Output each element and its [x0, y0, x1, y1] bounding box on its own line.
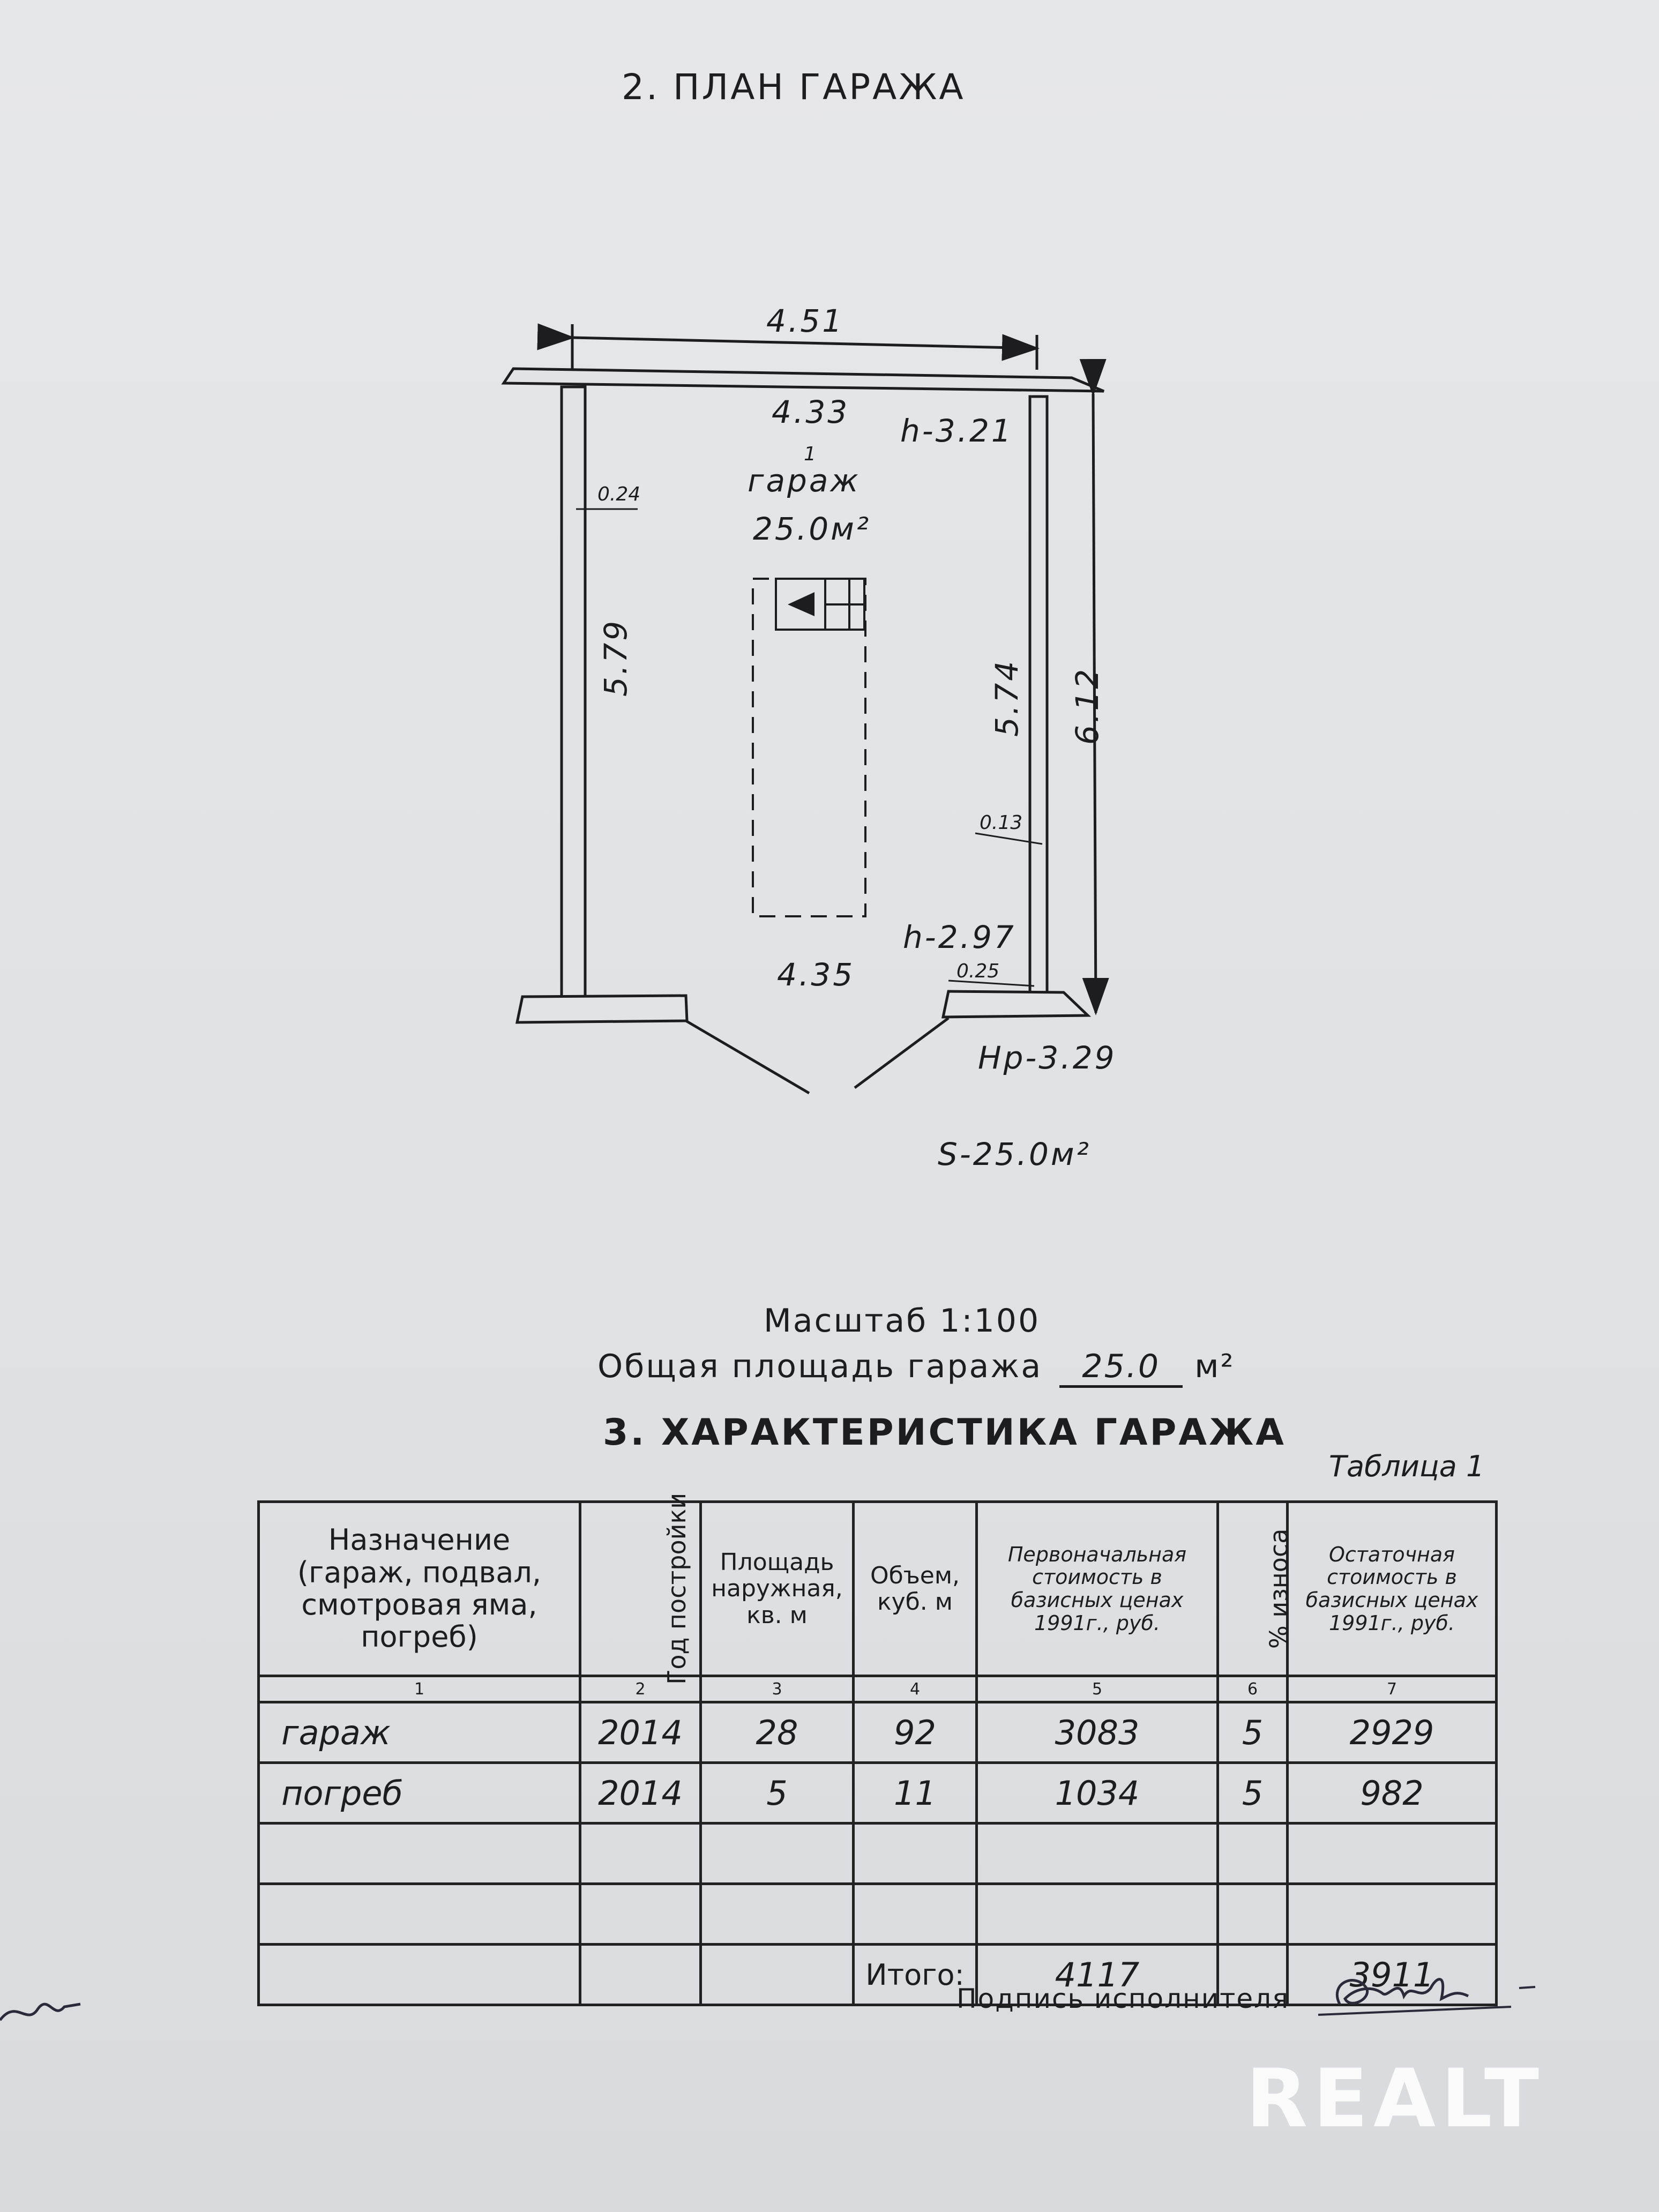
column-number: 5 [977, 1676, 1218, 1702]
col-area: Площадь наружная, кв. м [701, 1502, 854, 1676]
col-volume: Объем, куб. м [854, 1502, 977, 1676]
cell-purpose: гараж [259, 1702, 580, 1763]
column-number: 6 [1218, 1676, 1288, 1702]
col-purpose: Назначение (гараж, подвал, смотровая яма, погреб) [259, 1502, 580, 1676]
right-door-pillar [943, 991, 1088, 1017]
column-number-row [259, 1676, 1497, 1702]
total-area-unit: м² [1194, 1348, 1235, 1385]
cell-area: 5 [701, 1763, 854, 1824]
left-door-pillar [517, 996, 687, 1022]
col-wear: % износа [1218, 1502, 1288, 1676]
cell-initial-cost: 1034 [977, 1763, 1218, 1824]
cell-volume: 11 [854, 1763, 977, 1824]
right-door-leaf [855, 1018, 948, 1088]
characteristics-heading: 3. ХАРАКТЕРИСТИКА ГАРАЖА [603, 1411, 1286, 1454]
table-row-empty [259, 1884, 1497, 1945]
signature-image [1307, 1956, 1543, 2026]
left-wall [562, 387, 585, 998]
column-number: 4 [854, 1676, 977, 1702]
left-door-leaf [686, 1021, 809, 1093]
signature-fragment-left [0, 1977, 91, 2036]
plan-heading: 2. ПЛАН ГАРАЖА [622, 66, 966, 108]
col-residual-cost: Остаточная стоимость в базисных ценах 1991г., руб. [1288, 1502, 1497, 1676]
cell-initial-cost: 3083 [977, 1702, 1218, 1763]
table-row [259, 1702, 1497, 1763]
total-label: Итого: [854, 1945, 977, 2005]
realt-watermark-logo: REALT [1246, 2052, 1545, 2146]
table-header-row [259, 1502, 1497, 1676]
table-row [259, 1763, 1497, 1824]
dim-top-outer: 4.51 [766, 303, 845, 339]
cell-year: 2014 [580, 1763, 701, 1824]
cell-wear: 5 [1218, 1763, 1288, 1824]
steps-arrow-icon [788, 592, 814, 616]
total-area-label: Общая площадь гаража [597, 1348, 1043, 1385]
total-initial-cost: 4117 [977, 1945, 1218, 2005]
col-initial-cost: Первоначальная стоимость в базисных ценах 1991г., руб. [977, 1502, 1218, 1676]
dim-right-length: 5.74 [989, 659, 1025, 737]
cell-residual-cost: 982 [1288, 1763, 1497, 1824]
dim-left-wall: 0.24 [597, 483, 641, 505]
table-row-empty [259, 1824, 1497, 1884]
cell-volume: 92 [854, 1702, 977, 1763]
total-area-s: S-25.0м² [938, 1136, 1091, 1172]
dimension-line-top [572, 338, 1037, 348]
table-caption: Таблица 1 [1329, 1449, 1485, 1483]
room-number: 1 [804, 443, 816, 465]
dim-bottom-wall: 0.25 [956, 960, 1000, 982]
dim-bottom-inner: 4.35 [777, 956, 855, 993]
column-number: 2 [580, 1676, 701, 1702]
total-area-value: 25.0 [1059, 1348, 1183, 1388]
total-area-line [597, 1348, 1235, 1388]
column-number: 1 [259, 1676, 580, 1702]
column-number: 3 [701, 1676, 854, 1702]
cell-wear: 5 [1218, 1702, 1288, 1763]
signature-label: Подпись исполнителя [956, 1983, 1290, 2014]
cell-year: 2014 [580, 1702, 701, 1763]
top-lintel [504, 369, 1104, 391]
floor-height: Нр-3.29 [978, 1040, 1117, 1076]
room-name: гараж [748, 462, 861, 499]
total-residual-cost: 3911 [1288, 1945, 1497, 2005]
dim-outer-length: 6.12 [1069, 667, 1105, 745]
column-number: 7 [1288, 1676, 1497, 1702]
cell-area: 28 [701, 1702, 854, 1763]
scale-label: Масштаб 1:100 [764, 1302, 1041, 1340]
col-year: Год постройки [580, 1502, 701, 1676]
room-area: 25.0м² [753, 511, 871, 547]
right-wall [1030, 397, 1047, 997]
dim-left-length: 5.79 [597, 618, 634, 697]
dim-right-wall: 0.13 [980, 812, 1023, 834]
height-top: h-3.21 [900, 413, 1013, 449]
characteristics-table [257, 1493, 1498, 2006]
dim-top-inner: 4.33 [772, 394, 850, 430]
cell-purpose: погреб [259, 1763, 580, 1824]
height-bottom: h-2.97 [903, 919, 1016, 955]
cell-residual-cost: 2929 [1288, 1702, 1497, 1763]
